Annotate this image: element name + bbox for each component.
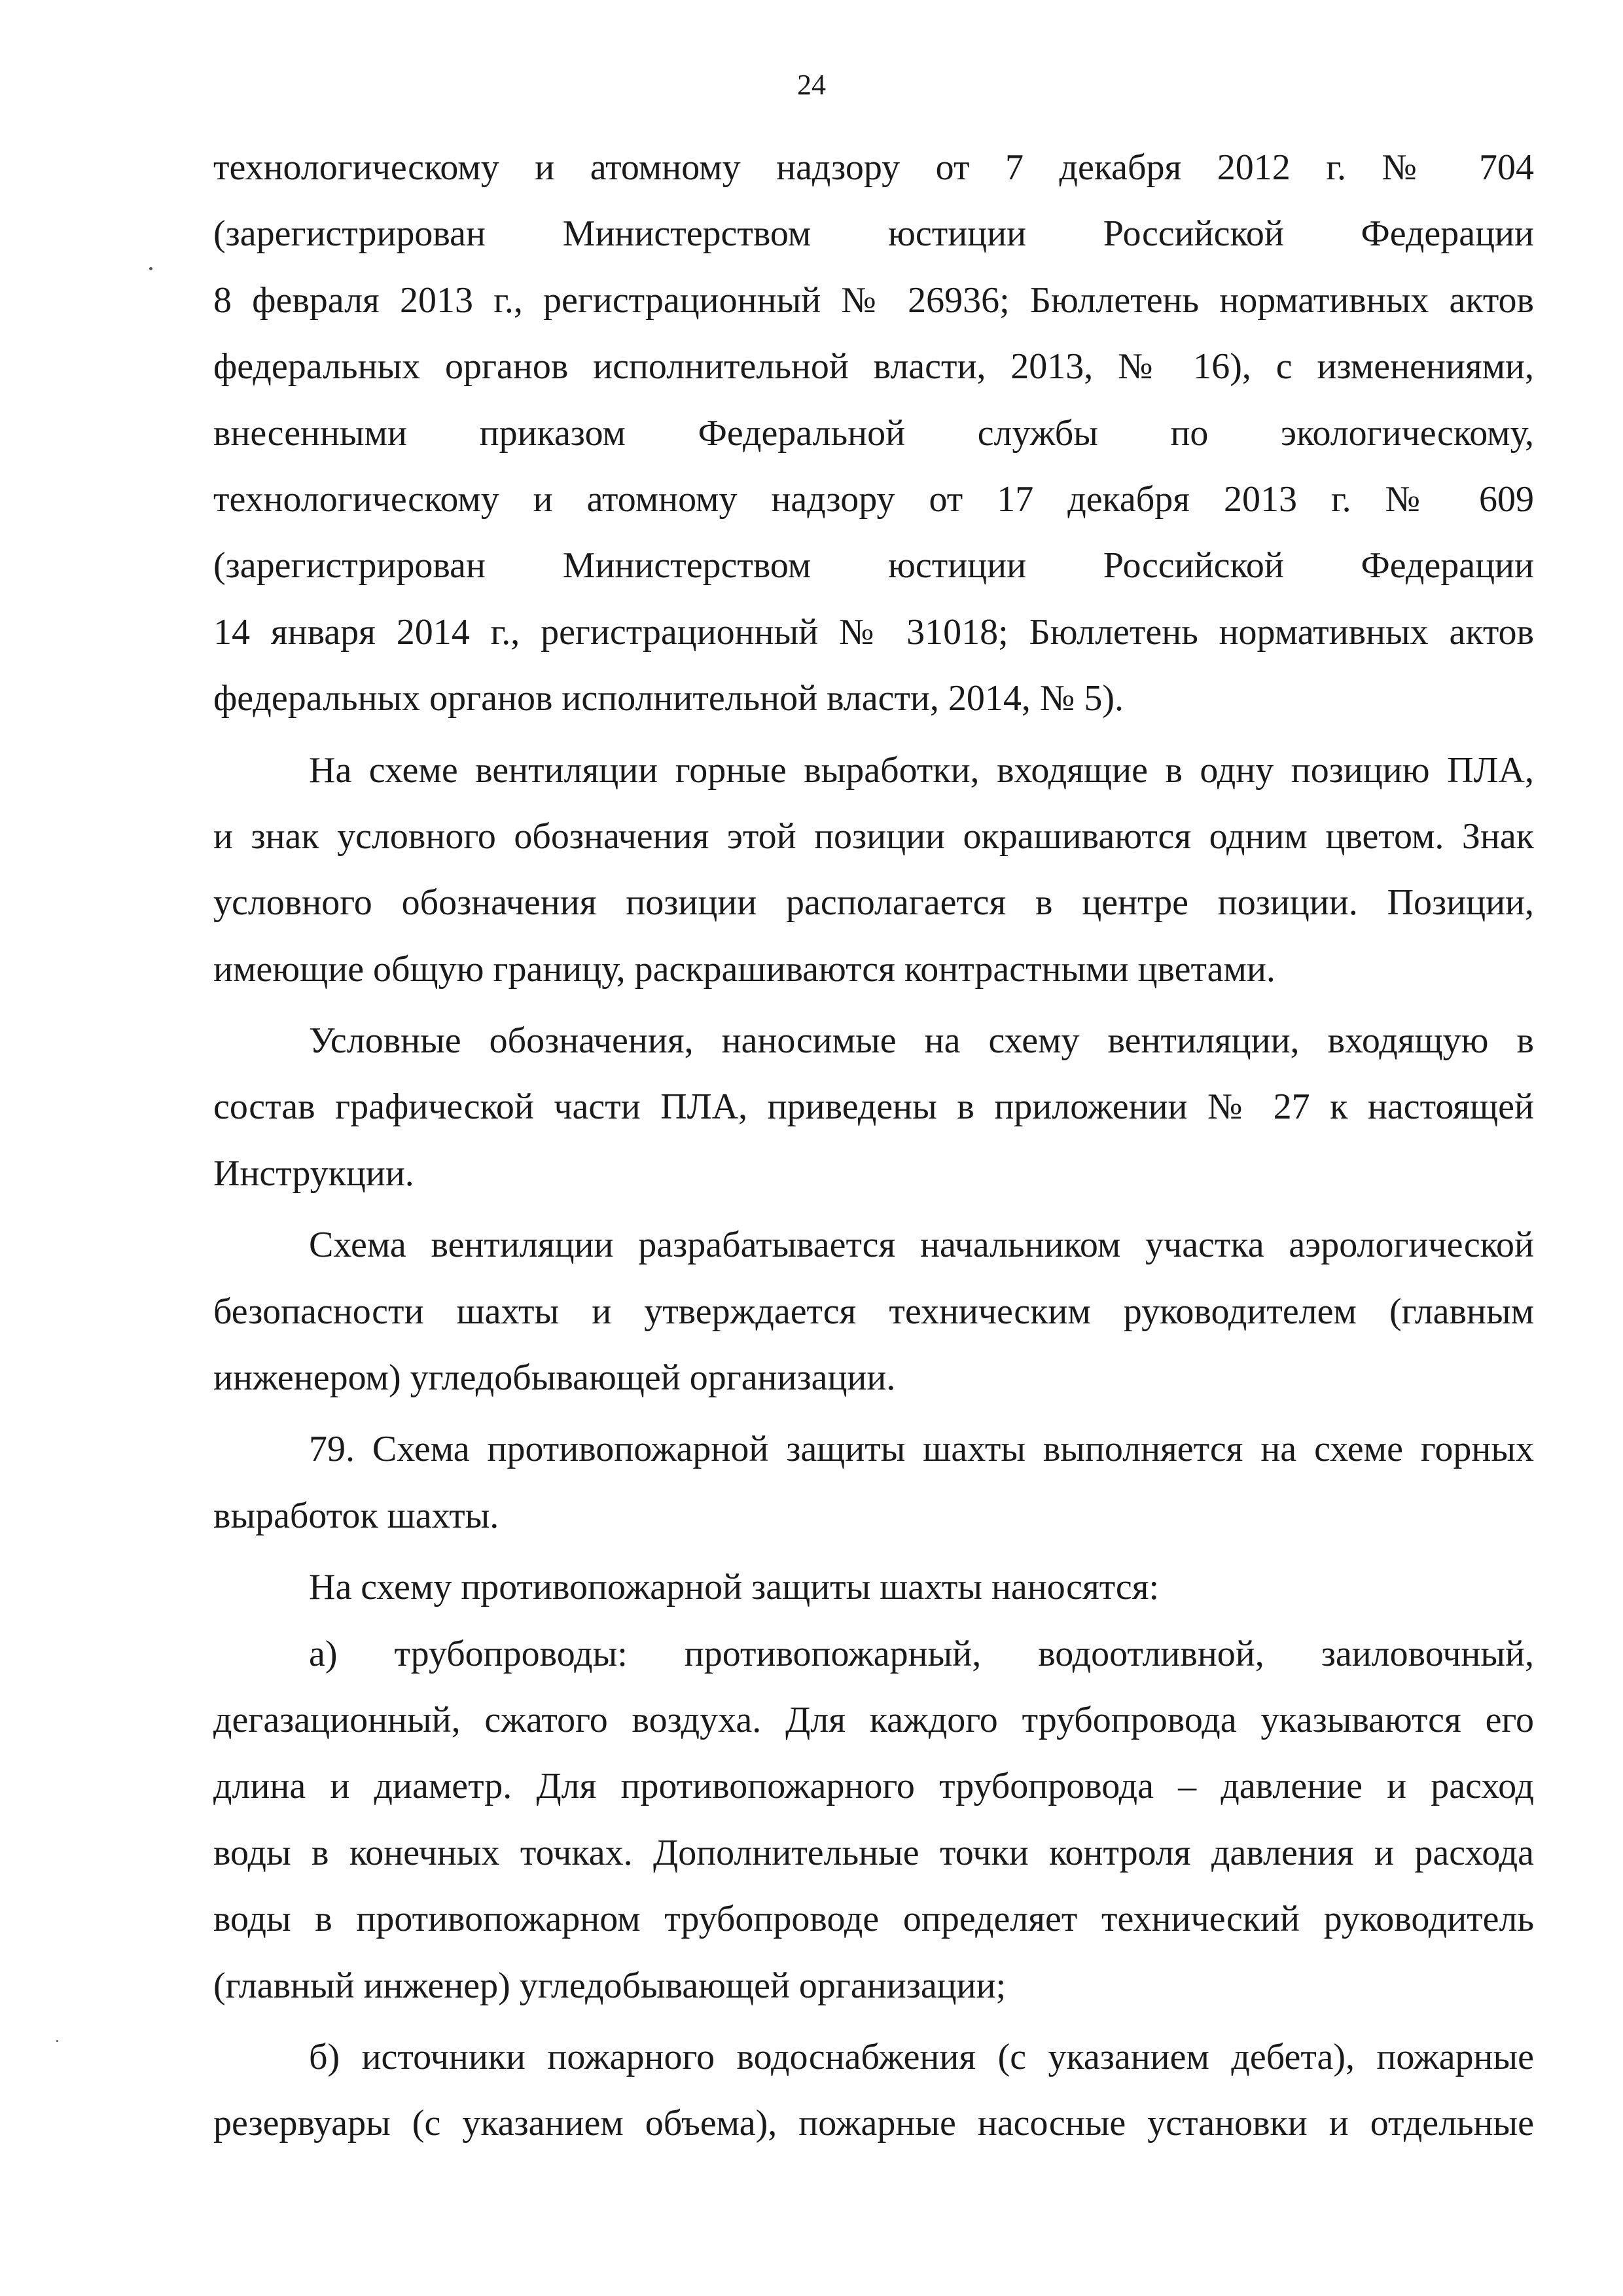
text-line: Условные обозначения, наносимые на схему вентиляции, входящую в xyxy=(309,1020,1534,1062)
text-line: (главный инженер) угледобывающей организации; xyxy=(213,1965,1007,2006)
text-line: и знак условного обозначения этой позиции окрашиваются одним цветом. Знак xyxy=(213,816,1534,857)
text-line: воды в конечных точках. Дополнительные точки контроля давления и расхода xyxy=(213,1832,1534,1873)
scan-speck xyxy=(149,267,152,270)
text-line: внесенными приказом Федеральной службы по экологическому, xyxy=(213,412,1534,454)
document-body xyxy=(213,135,1534,2157)
text-line: дегазационный, сжатого воздуха. Для каждого трубопровода указываются его xyxy=(213,1699,1534,1740)
text-line: имеющие общую границу, раскрашиваются контрастными цветами. xyxy=(213,948,1275,990)
list-item-a xyxy=(213,1621,1534,2019)
text-line: Инструкции. xyxy=(213,1153,414,1194)
paragraph-item-79 xyxy=(213,1416,1534,1549)
paragraph-ventilation-colors xyxy=(213,738,1534,1003)
text-line: 14 января 2014 г., регистрационный № 31018; Бюллетень нормативных актов xyxy=(213,611,1534,653)
text-line: выработок шахты. xyxy=(213,1495,499,1536)
text-line: (зарегистрирован Министерством юстиции Российской Федерации xyxy=(213,545,1534,586)
text-line: (зарегистрирован Министерством юстиции Российской Федерации xyxy=(213,213,1534,255)
text-line: 8 февраля 2013 г., регистрационный № 26936; Бюллетень нормативных актов xyxy=(213,279,1534,321)
page-number: 24 xyxy=(797,69,826,101)
text-line: состав графической части ПЛА, приведены в приложении № 27 к настоящей xyxy=(213,1086,1534,1128)
text-line: технологическому и атомному надзору от 7 декабря 2012 г. № 704 xyxy=(213,147,1534,188)
text-line: резервуары (с указанием объема), пожарные насосные установки и отдельные xyxy=(213,2103,1534,2144)
text-line: б) источники пожарного водоснабжения (с указанием дебета), пожарные xyxy=(309,2036,1534,2077)
text-line: воды в противопожарном трубопроводе определяет технический руководитель xyxy=(213,1899,1534,1940)
text-line: а) трубопроводы: противопожарный, водоотливной, заиловочный, xyxy=(309,1633,1534,1674)
paragraph-symbols xyxy=(213,1008,1534,1207)
paragraph-reference-continuation xyxy=(213,135,1534,732)
text-line: федеральных органов исполнительной власти, 2014, № 5). xyxy=(213,678,1124,719)
paragraph-fire-scheme-intro xyxy=(213,1554,1534,1621)
paragraph-ventilation-scheme xyxy=(213,1212,1534,1411)
text-line: федеральных органов исполнительной власти, 2013, № 16), с изменениями, xyxy=(213,346,1534,387)
text-line: На схеме вентиляции горные выработки, входящие в одну позицию ПЛА, xyxy=(309,749,1534,791)
text-line: 79. Схема противопожарной защиты шахты выполняется на схеме горных xyxy=(309,1429,1534,1470)
text-line: условного обозначения позиции располагается в центре позиции. Позиции, xyxy=(213,882,1534,924)
list-item-b xyxy=(213,2024,1534,2157)
scan-speck xyxy=(56,2040,58,2042)
text-line: безопасности шахты и утверждается техническим руководителем (главным xyxy=(213,1291,1534,1332)
text-line: Схема вентиляции разрабатывается начальником участка аэрологической xyxy=(309,1225,1534,1266)
text-line: На схему противопожарной защиты шахты наносятся: xyxy=(309,1567,1160,1608)
text-line: технологическому и атомному надзору от 17 декабря 2013 г. № 609 xyxy=(213,478,1534,520)
text-line: длина и диаметр. Для противопожарного трубопровода – давление и расход xyxy=(213,1766,1534,1807)
text-line: инженером) угледобывающей организации. xyxy=(213,1357,896,1399)
